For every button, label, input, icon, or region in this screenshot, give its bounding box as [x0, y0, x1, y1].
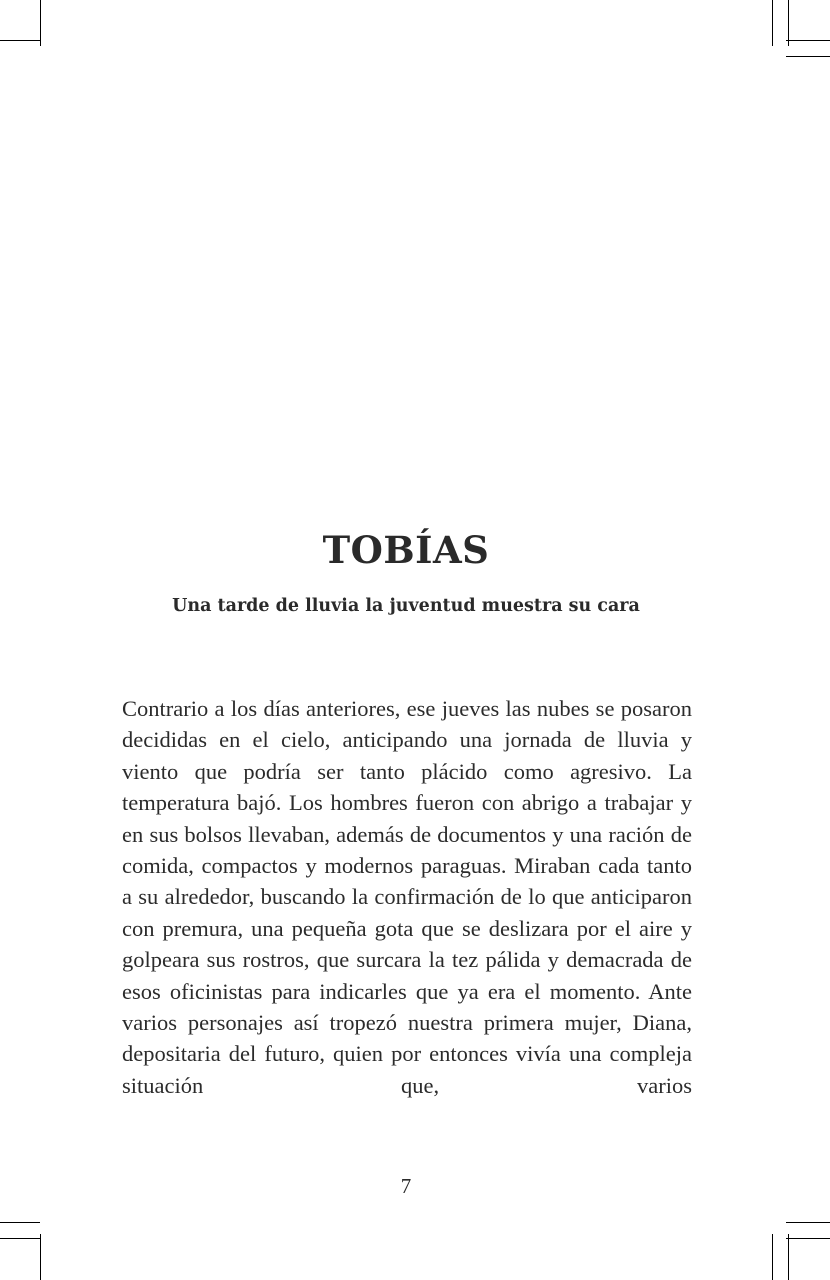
body-paragraph: Contrario a los días anteriores, ese jueves las nubes se posaron decididas en el cielo, anticipando una jornada de lluvia y viento que podría ser tanto plácido como agresivo. La temperatura bajó. Los hombres fueron con abrigo a trabajar y en sus bolsos llevaban, además de documentos y una ración de comida, compactos y modernos paraguas. Miraban cada tanto a su alrededor, buscando la confirmación de lo que anticiparon con premura, una pequeña gota que se deslizara por el aire y golpeara sus rostros, que surcara la tez pálida y demacrada de esos oficinistas para indicarles que ya era el momento. Ante varios personajes así tropezó nuestra primera mujer, Diana, depositaria del futuro, quien por entonces vivía una compleja situación que, varios: [122, 696, 692, 1098]
crop-mark: [788, 0, 789, 46]
crop-mark: [0, 1222, 40, 1223]
crop-mark: [40, 1234, 41, 1280]
crop-mark: [786, 40, 830, 41]
chapter-title: TOBÍAS: [322, 528, 490, 572]
crop-mark: [0, 1238, 40, 1239]
crop-mark: [786, 1222, 830, 1223]
crop-mark: [788, 1234, 789, 1280]
page-number: 7: [400, 1174, 412, 1198]
crop-mark: [40, 0, 41, 46]
crop-mark: [786, 1238, 830, 1239]
crop-mark: [0, 40, 40, 41]
crop-mark: [772, 0, 773, 46]
crop-mark: [772, 1234, 773, 1280]
chapter-subtitle: Una tarde de lluvia la juventud muestra su cara: [172, 596, 640, 616]
crop-mark: [786, 56, 830, 57]
